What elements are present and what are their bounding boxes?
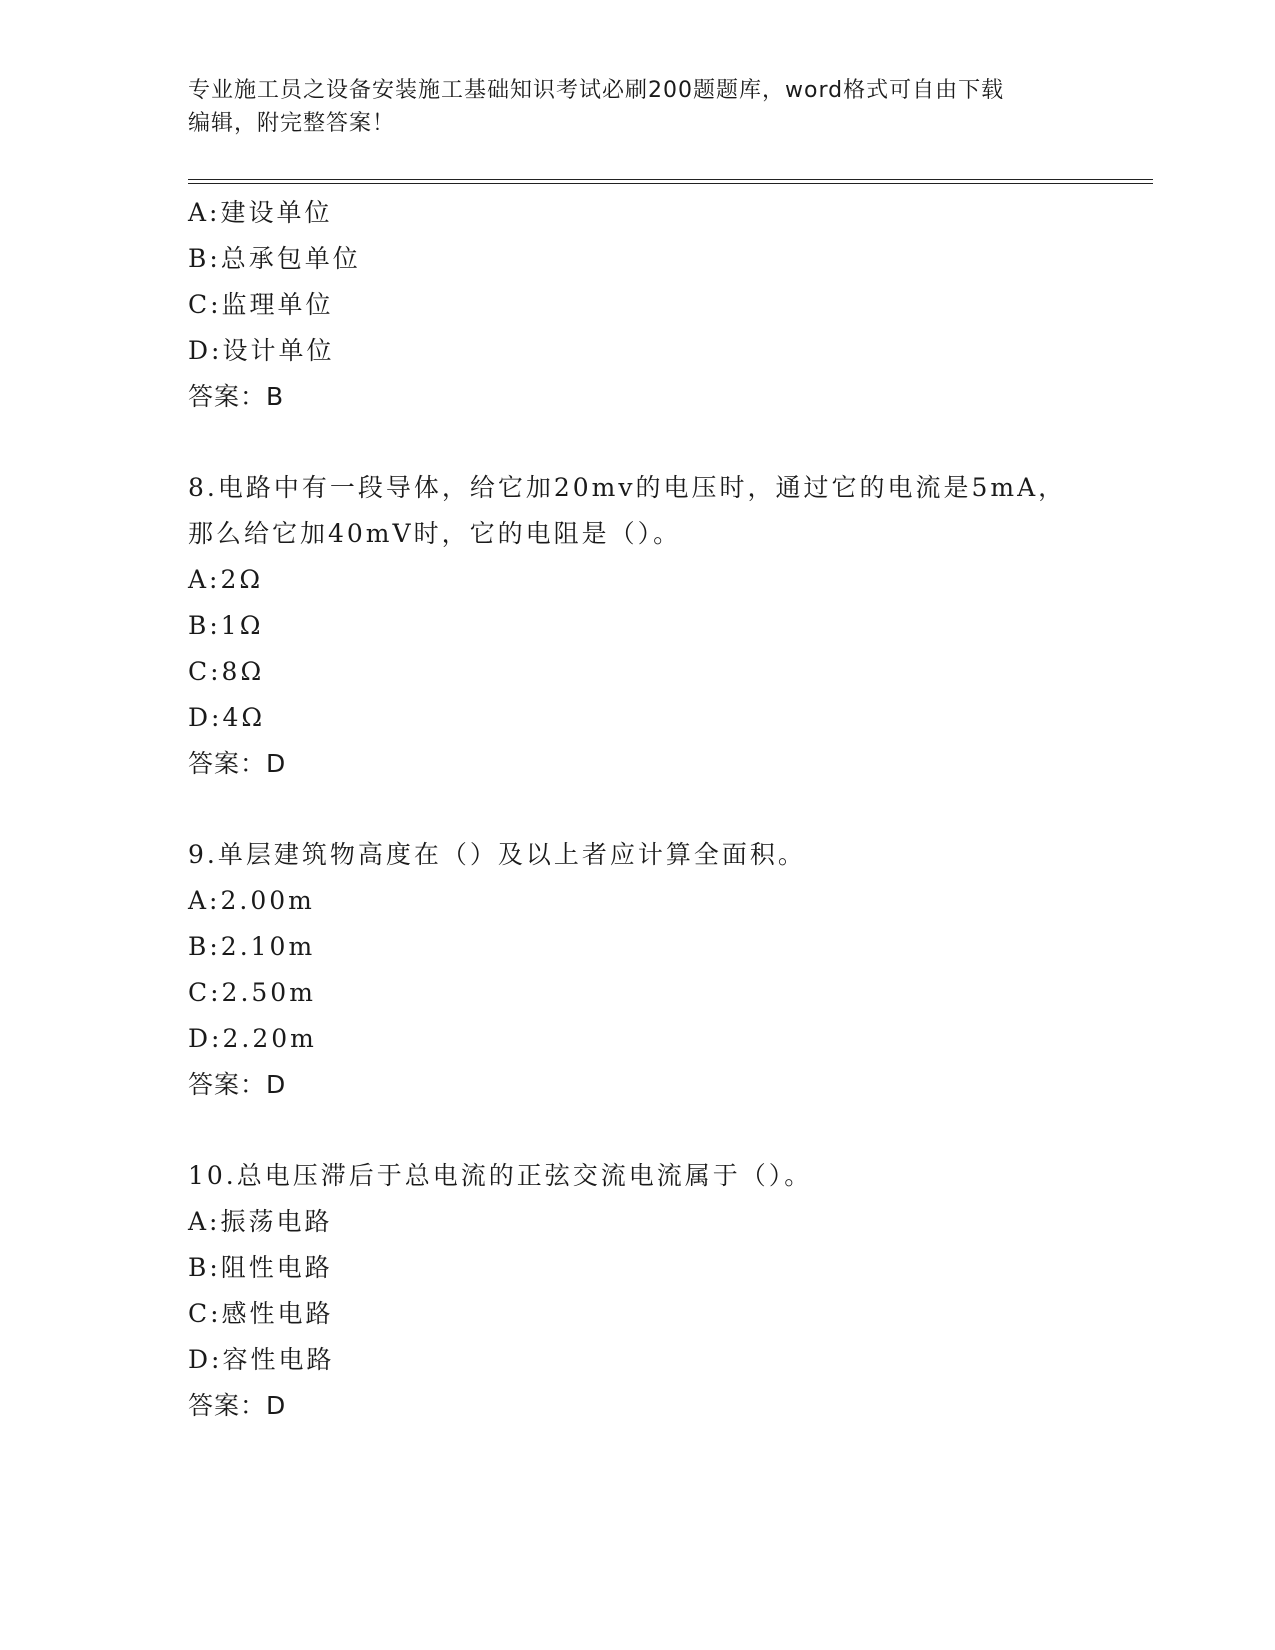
answer: 答案：B xyxy=(188,382,285,411)
option-a: A:2.00m xyxy=(188,886,315,915)
option-d: D:2.20m xyxy=(188,1024,317,1053)
question-list xyxy=(188,190,1148,1429)
spacer xyxy=(188,787,1148,832)
spacer xyxy=(188,1108,1148,1153)
spacer xyxy=(188,420,1148,465)
answer: 答案：D xyxy=(188,1070,287,1099)
header-title-line-2: 编辑，附完整答案！ xyxy=(188,111,396,136)
option-b: B:总承包单位 xyxy=(188,244,361,273)
option-d: D:设计单位 xyxy=(188,336,335,365)
question-stem: 10.总电压滞后于总电流的正弦交流电流属于（）。 xyxy=(188,1161,813,1190)
option-c: C:2.50m xyxy=(188,978,316,1007)
question-stem-continued: 那么给它加40mV时，它的电阻是（）。 xyxy=(188,519,682,548)
header-divider-bottom xyxy=(188,183,1153,184)
option-a: A:建设单位 xyxy=(188,198,333,227)
option-a: A:振荡电路 xyxy=(188,1207,333,1236)
question-stem: 9.单层建筑物高度在（）及以上者应计算全面积。 xyxy=(188,840,806,869)
document-header xyxy=(188,74,1088,140)
question-7-continued xyxy=(188,190,1148,420)
question-10 xyxy=(188,1153,1148,1429)
option-c: C:感性电路 xyxy=(188,1299,334,1328)
question-9 xyxy=(188,832,1148,1108)
option-b: B:2.10m xyxy=(188,932,316,961)
option-a: A:2Ω xyxy=(188,565,264,594)
header-divider-top xyxy=(188,179,1153,180)
question-stem: 8.电路中有一段导体，给它加20mv的电压时，通过它的电流是5mA， xyxy=(188,473,1067,502)
question-8 xyxy=(188,465,1148,787)
option-c: C:监理单位 xyxy=(188,290,334,319)
option-d: D:容性电路 xyxy=(188,1345,335,1374)
option-b: B:阻性电路 xyxy=(188,1253,333,1282)
answer: 答案：D xyxy=(188,1391,287,1420)
option-b: B:1Ω xyxy=(188,611,264,640)
header-title-line-1: 专业施工员之设备安装施工基础知识考试必刷200题题库，word格式可自由下载 xyxy=(188,78,1005,103)
answer: 答案：D xyxy=(188,749,287,778)
option-d: D:4Ω xyxy=(188,703,266,732)
option-c: C:8Ω xyxy=(188,657,265,686)
